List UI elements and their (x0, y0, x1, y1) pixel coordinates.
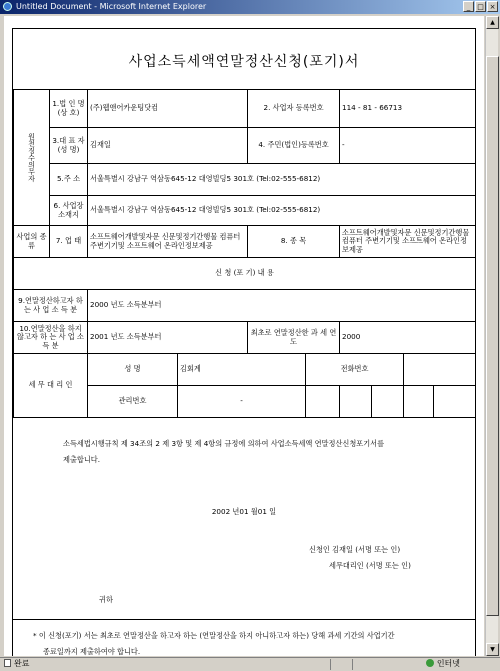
biz-reg-no-label: 2. 사업자 등록번호 (248, 90, 340, 128)
note-divider (13, 619, 475, 620)
internet-zone-icon (426, 659, 434, 667)
window-title: Untitled Document - Microsoft Internet Explorer (16, 2, 207, 11)
mgmt-cell (306, 386, 340, 418)
declaration-applicant: 신청인 김재일 (서명 또는 인) (309, 545, 401, 554)
industry-label: 7. 업 태 (50, 226, 88, 258)
corp-name-value: (주)웹앤어카운팅닷컴 (88, 90, 248, 128)
request-value-9: 2000 년도 소득분부터 (88, 290, 476, 322)
note-line-1: * 이 신청(포기) 서는 최초로 연말정산을 하고자 하는 (연말정산을 하지 아니하고자 하는) 당해 과세 기간의 사업기간 (33, 631, 395, 640)
form-table (13, 89, 476, 418)
status-done: 완료 (4, 658, 29, 670)
applicant-section-label: 원천징수의무자 (14, 90, 50, 226)
request-header: 신 청 (포 기) 내 용 (14, 258, 476, 290)
industry-value: 소프트웨어개발및자문 신문및정기간행물 컴퓨터 주변기기및 소프트웨어 온라인정보제공 (88, 226, 248, 258)
form-title: 사업소득세액연말정산신청(포기)서 (128, 54, 360, 70)
tax-agent-mgmt-label: 관리번호 (88, 386, 178, 418)
vertical-scrollbar[interactable] (485, 16, 498, 656)
application-form (12, 28, 476, 656)
scroll-thumb[interactable] (486, 56, 499, 616)
tax-agent-name-label: 성 명 (88, 354, 178, 386)
declaration-agent: 세무대리인 (서명 또는 인) (329, 561, 411, 570)
status-zone: 인터넷 (426, 658, 460, 670)
minimize-button[interactable]: _ (463, 1, 474, 12)
tax-agent-label: 세 무 대 리 인 (14, 354, 88, 418)
first-year-label: 최초로 연말정산한 과 세 연 도 (248, 322, 340, 354)
mgmt-cell (434, 386, 476, 418)
first-year-value: 2000 (340, 322, 476, 354)
tax-agent-name-value: 김회계 (178, 354, 306, 386)
corp-name-label: 1.법 인 명 (상 호) (50, 90, 88, 128)
resident-no-label: 4. 주민(법인)등록번호 (248, 128, 340, 164)
item-value: 소프트웨어개발및자문 신문및정기간행물 컴퓨터 주변기기및 소프트웨어 온라인정보제공 (340, 226, 476, 258)
status-separator (330, 659, 331, 670)
tax-agent-phone-value (404, 354, 476, 386)
rep-name-value: 김재일 (88, 128, 248, 164)
window-controls (463, 1, 498, 12)
maximize-button[interactable]: □ (475, 1, 486, 12)
page-icon (4, 659, 11, 667)
address-value: 서울특별시 강남구 역삼동645-12 대영빌딩5 301호 (Tel:02-555-6812) (88, 164, 476, 196)
tax-agent-phone-label: 전화번호 (306, 354, 404, 386)
biz-location-label: 6. 사업장소재지 (50, 196, 88, 226)
item-label: 8. 종 목 (248, 226, 340, 258)
rep-name-label: 3.대 표 자 (성 명) (50, 128, 88, 164)
request-label-9: 9.연말정산하고자 하는 사 업 소 득 분 (14, 290, 88, 322)
request-label-10: 10.연말정산을 하지않고자 하 는 사 업 소 득 분 (14, 322, 88, 354)
browser-viewport (4, 16, 484, 656)
ie-icon (3, 2, 12, 11)
window-titlebar (0, 0, 500, 14)
status-bar (0, 657, 500, 671)
declaration-recipient: 귀하 (99, 595, 113, 604)
note-line-2: 종료일까지 제출하여야 합니다. (43, 647, 141, 656)
biz-reg-no-value: 114 - 81 - 66713 (340, 90, 476, 128)
declaration-line-1: 소득세법시행규칙 제 34조의 2 제 3항 및 제 4항의 규정에 의하여 사업소득세액 연말정산신청포기서를 (63, 439, 385, 448)
scroll-up-button[interactable]: ▲ (486, 16, 499, 29)
declaration-line-2: 제출합니다. (63, 455, 101, 464)
status-separator (352, 659, 353, 670)
biz-location-value: 서울특별시 강남구 역삼동645-12 대영빌딩5 301호 (Tel:02-555-6812) (88, 196, 476, 226)
declaration-date: 2002 년01 월01 일 (211, 507, 277, 516)
biz-type-section-label: 사업의 종류 (14, 226, 50, 258)
address-label: 5.주 소 (50, 164, 88, 196)
request-value-10: 2001 년도 소득분부터 (88, 322, 248, 354)
tax-agent-mgmt-value: - (178, 386, 306, 418)
resident-no-value: - (340, 128, 476, 164)
mgmt-cell (404, 386, 434, 418)
mgmt-cell (372, 386, 404, 418)
close-button[interactable]: × (487, 1, 498, 12)
scroll-down-button[interactable]: ▼ (486, 643, 499, 656)
mgmt-cell (340, 386, 372, 418)
